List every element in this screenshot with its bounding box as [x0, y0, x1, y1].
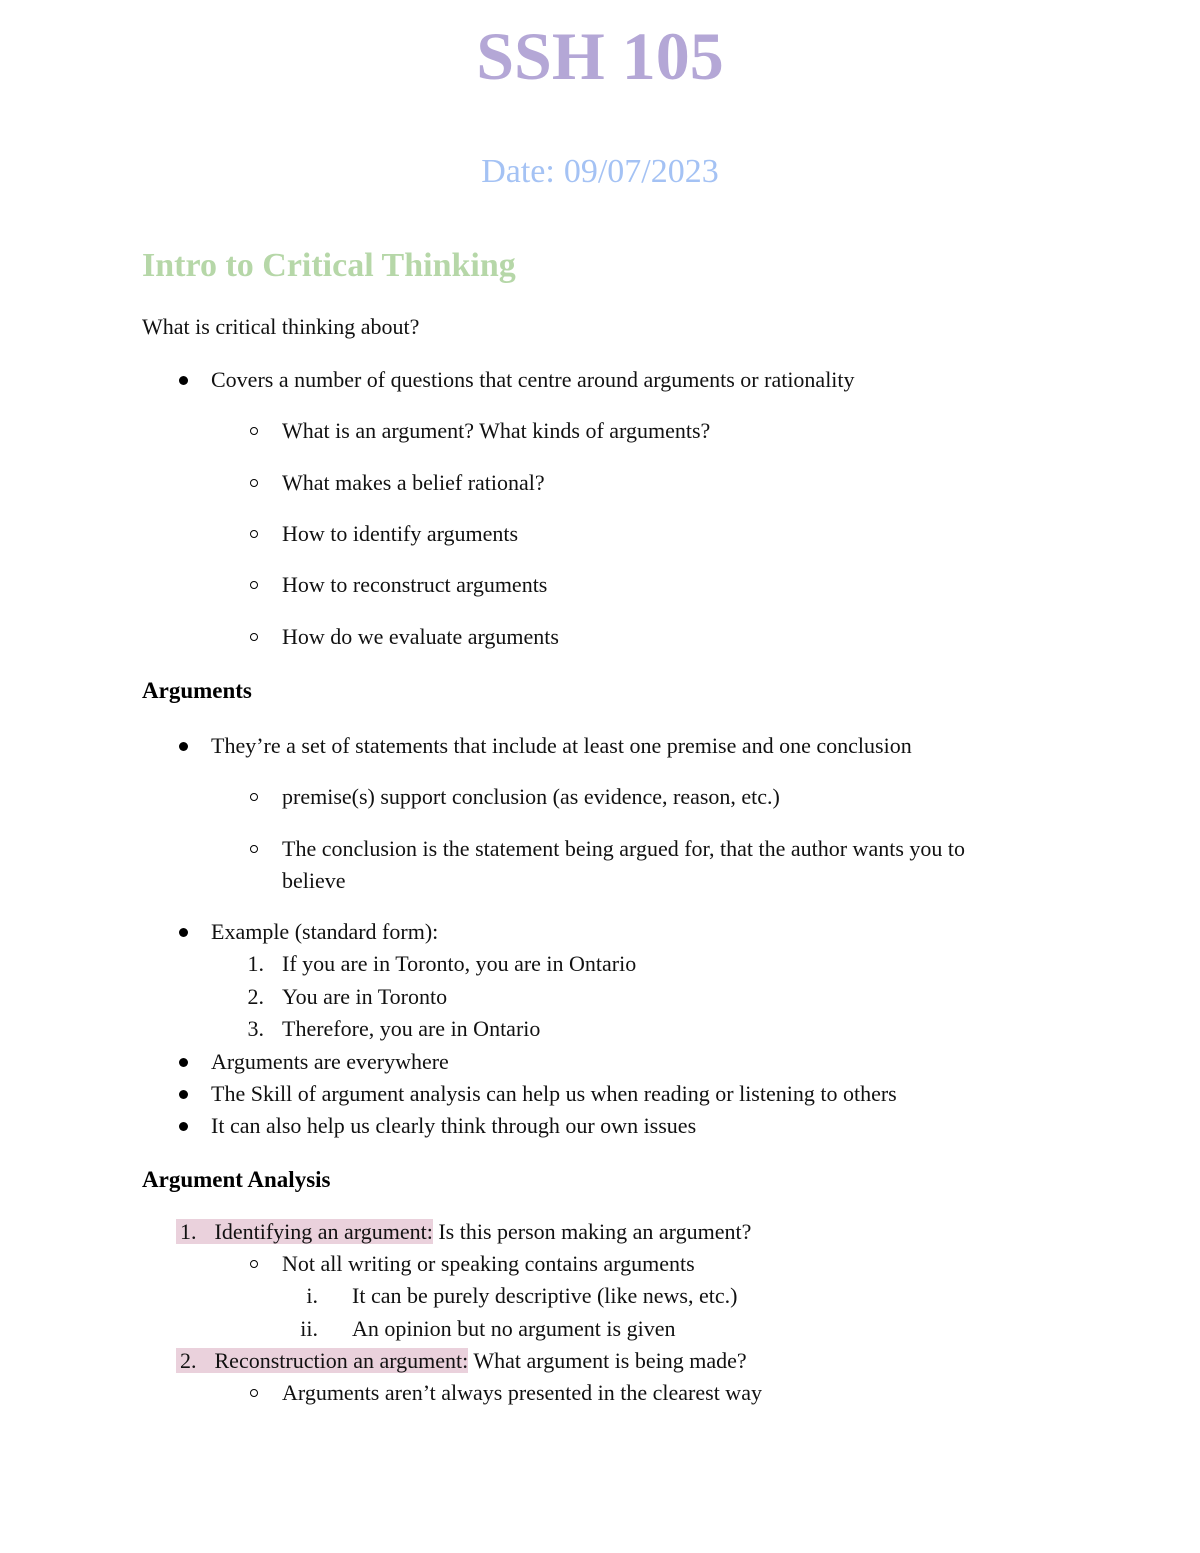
analysis-step-number: 1. [176, 1219, 201, 1244]
example-step-text: Therefore, you are in Ontario [282, 1016, 541, 1041]
analysis-step-highlight: Reconstruction an argument: [201, 1348, 469, 1373]
date-line [0, 150, 1200, 194]
roman-item-text: An opinion but no argument is given [352, 1316, 676, 1341]
intro-sub-item: What makes a belief rational? [282, 470, 545, 495]
arguments-sub-item-continued: believe [282, 868, 346, 893]
roman-item-text: It can be purely descriptive (like news, etc.) [352, 1283, 738, 1308]
analysis-step [176, 1216, 751, 1248]
bullet-circle-icon [250, 845, 258, 853]
analysis-step-text: Is this person making an argument? [438, 1219, 752, 1244]
example-step-text: You are in Toronto [282, 984, 448, 1009]
date-value: 09/07/2023 [563, 153, 719, 190]
analysis-step-text: What argument is being made? [473, 1348, 747, 1373]
bullet-dot-icon [179, 928, 188, 937]
bullet-circle-icon [250, 633, 258, 641]
analysis-sub-item: Not all writing or speaking contains arguments [282, 1251, 695, 1276]
arguments-bullet: The Skill of argument analysis can help us when reading or listening to others [211, 1081, 897, 1106]
section-heading-intro: Intro to Critical Thinking [142, 247, 516, 284]
example-step-number: 1. [247, 951, 264, 976]
analysis-step-highlight: Identifying an argument: [201, 1219, 433, 1244]
example-label: Example (standard form): [211, 919, 439, 944]
bullet-dot-icon [179, 1058, 188, 1067]
arguments-bullet: It can also help us clearly think through our own issues [211, 1113, 697, 1138]
date-label: Date: [481, 153, 555, 190]
arguments-sub-item: premise(s) support conclusion (as evidence, reason, etc.) [282, 784, 780, 809]
example-step-number: 2. [247, 984, 264, 1009]
section-heading-analysis: Argument Analysis [142, 1167, 331, 1192]
bullet-dot-icon [179, 742, 188, 751]
bullet-circle-icon [250, 427, 258, 435]
example-step-number: 3. [247, 1016, 264, 1041]
intro-sub-item: How to identify arguments [282, 521, 519, 546]
course-title: SSH 105 [476, 18, 724, 94]
analysis-step [176, 1345, 747, 1377]
roman-number: i. [306, 1283, 318, 1308]
analysis-step-number: 2. [176, 1348, 201, 1373]
arguments-bullet: Arguments are everywhere [211, 1049, 449, 1074]
bullet-dot-icon [179, 1122, 188, 1131]
intro-sub-item: How to reconstruct arguments [282, 572, 548, 597]
roman-number: ii. [300, 1316, 318, 1341]
analysis-sub-item: Arguments aren’t always presented in the clearest way [282, 1380, 762, 1405]
bullet-dot-icon [179, 1090, 188, 1099]
bullet-circle-icon [250, 1389, 258, 1397]
section-heading-arguments: Arguments [142, 678, 252, 703]
intro-sub-item: How do we evaluate arguments [282, 624, 559, 649]
intro-question: What is critical thinking about? [142, 314, 420, 339]
bullet-circle-icon [250, 530, 258, 538]
bullet-dot-icon [179, 376, 188, 385]
bullet-circle-icon [250, 793, 258, 801]
bullet-circle-icon [250, 581, 258, 589]
arguments-sub-item: The conclusion is the statement being argued for, that the author wants you to [282, 836, 965, 861]
bullet-circle-icon [250, 1260, 258, 1268]
arguments-bullet: They’re a set of statements that include at least one premise and one conclusion [211, 733, 912, 758]
example-step-text: If you are in Toronto, you are in Ontario [282, 951, 637, 976]
bullet-circle-icon [250, 479, 258, 487]
intro-bullet: Covers a number of questions that centre around arguments or rationality [211, 367, 855, 392]
intro-sub-item: What is an argument? What kinds of arguments? [282, 418, 711, 443]
